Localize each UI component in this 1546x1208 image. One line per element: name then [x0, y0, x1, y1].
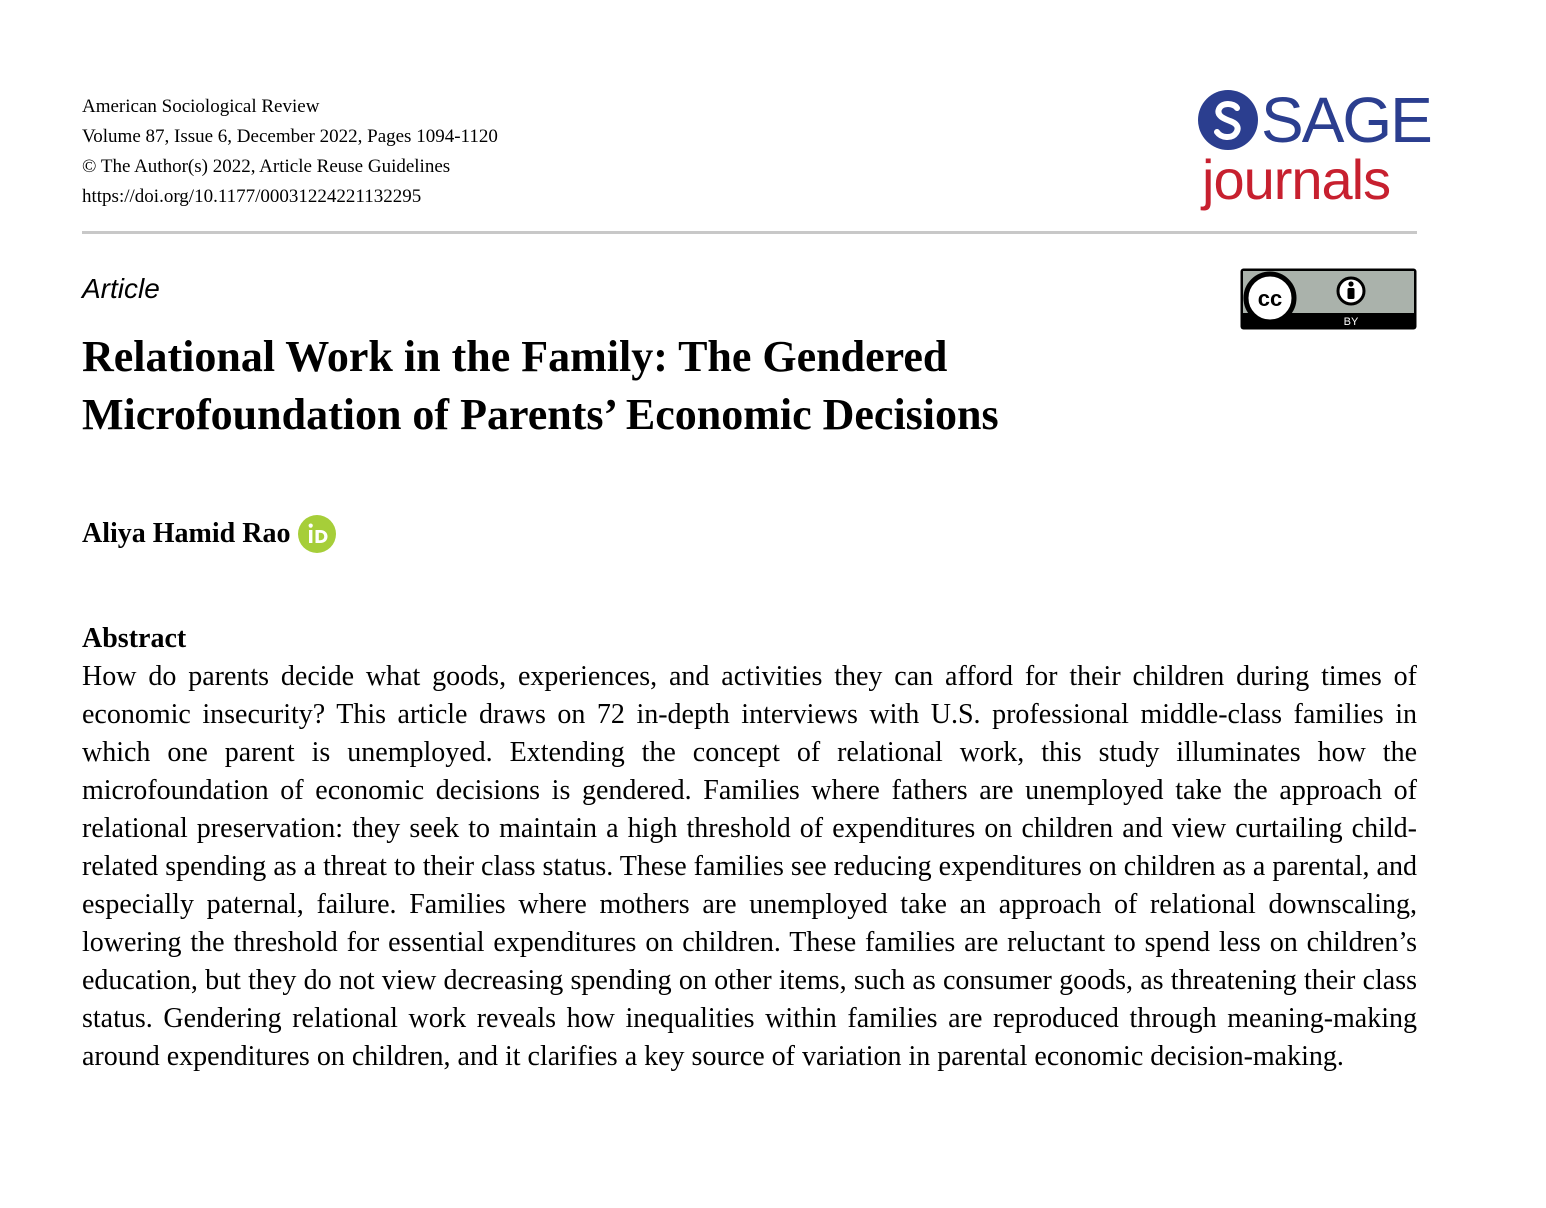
orcid-icon[interactable] [298, 515, 336, 553]
doi-link[interactable]: https://doi.org/10.1177/00031224221132295 [82, 186, 422, 207]
header-divider [82, 231, 1417, 234]
sage-s-emblem-icon [1196, 88, 1260, 152]
sage-wordmark: SAGE [1261, 84, 1431, 156]
issue-info: Volume 87, Issue 6, December 2022, Pages 1094-1120 [82, 126, 498, 147]
journal-name: American Sociological Review [82, 96, 320, 117]
author-name[interactable]: Aliya Hamid Rao [82, 518, 291, 549]
article-type-label: Article [82, 273, 160, 304]
cc-by-license-icon[interactable] [1240, 268, 1417, 330]
abstract-text: How do parents decide what goods, experiences, and activities they can afford for their children during times of economic insecurity? This article draws on 72 in-depth interviews with U.S. professional middle-class families in which one parent is unemployed. Extending the concept of relational work, this study illuminates how the microfoundation of economic decisions is gendered. Families where fathers are unemployed take the approach of relational preservation: they seek to maintain a high threshold of expenditures on children and view curtailing child-related spending as a threat to their class status. These families see reducing expenditures on children as a parental, and especially paternal, failure. Families where mothers are unemployed take an approach of relational downscaling, lowering the threshold for essential expenditures on children. These families are reluctant to spend less on children’s education, but they do not view decreasing spending on other items, such as consumer goods, as threatening their class status. Gendering relational work reveals how inequalities within families are reproduced through meaning-making around expenditures on children, and it clarifies a key source of variation in parental economic decision-making. [82, 661, 1417, 1072]
abstract-heading: Abstract [82, 623, 187, 654]
cc-text: cc [1257, 286, 1283, 311]
article-title: Relational Work in the Family: The Gendered Microfoundation of Parents’ Economic Decisions [82, 332, 999, 439]
journals-wordmark: journals [1202, 148, 1391, 211]
copyright-line[interactable]: © The Author(s) 2022, Article Reuse Guidelines [82, 156, 451, 177]
sage-journals-logo[interactable] [1196, 84, 1431, 224]
by-text: BY [1343, 316, 1359, 328]
citation-block [82, 92, 498, 212]
author-line [82, 515, 336, 553]
